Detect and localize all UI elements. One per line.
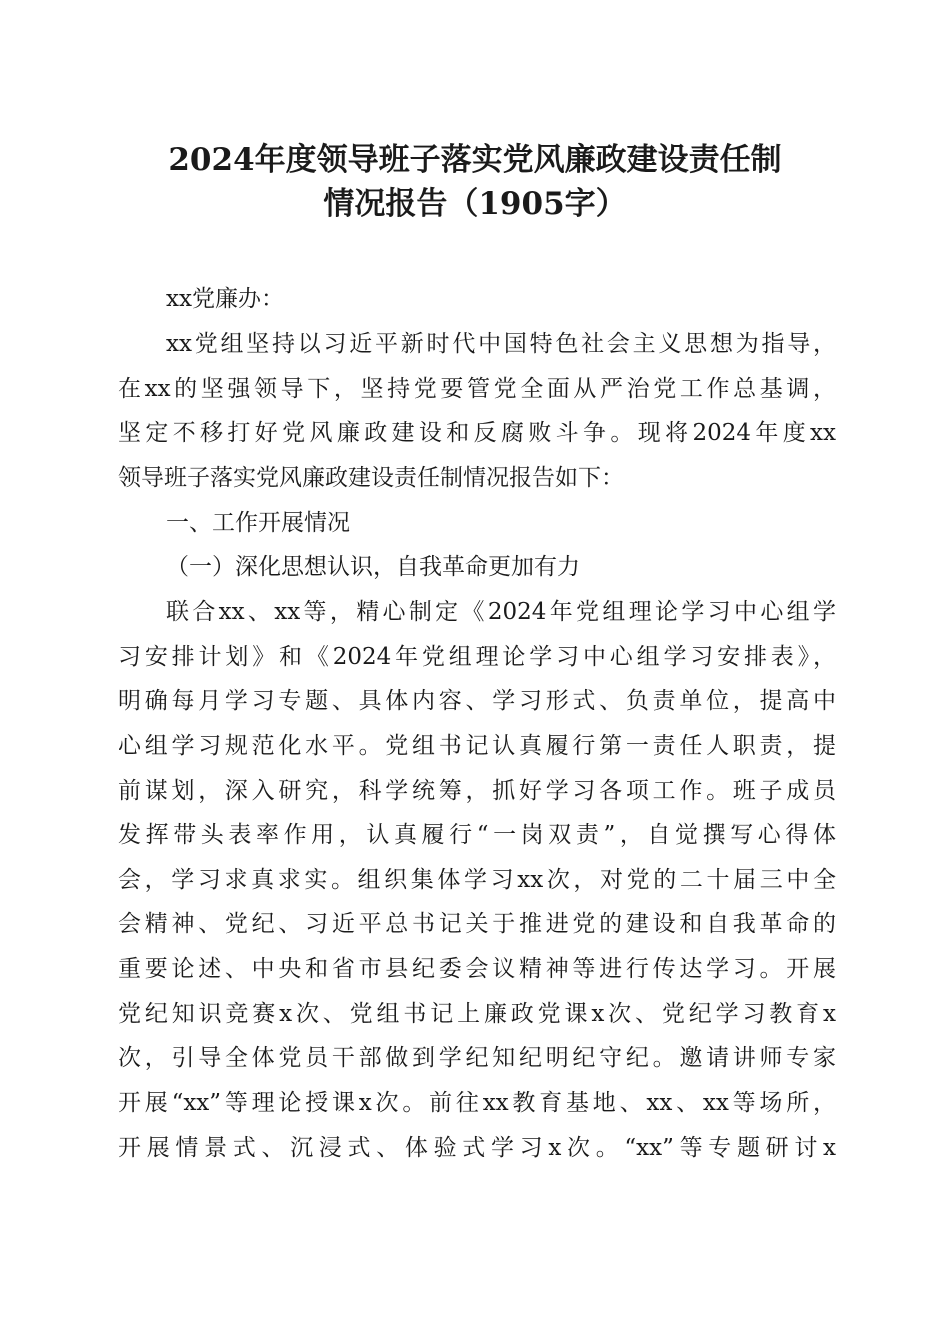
body-line-3: 明确每月学习专题、具体内容、学习形式、负责单位，提高中 bbox=[118, 688, 836, 714]
body-line-5: 前谋划，深入研究，科学统筹，抓好学习各项工作。班子成员 bbox=[118, 778, 836, 804]
body-line-8: 会精神、党纪、习近平总书记关于推进党的建设和自我革命的 bbox=[118, 911, 836, 937]
section-heading-1: 一、工作开展情况 bbox=[166, 510, 350, 536]
body-line-9: 重要论述、中央和省市县纪委会议精神等进行传达学习。开展 bbox=[118, 956, 836, 982]
intro-line-2: 在xx的坚强领导下，坚持党要管党全面从严治党工作总基调， bbox=[118, 376, 836, 402]
body-line-13: 开展情景式、沉浸式、体验式学习x次。“xx”等专题研讨x bbox=[118, 1135, 836, 1161]
body-line-4: 心组学习规范化水平。党组书记认真履行第一责任人职责，提 bbox=[118, 733, 836, 759]
intro-line-3: 坚定不移打好党风廉政建设和反腐败斗争。现将2024年度xx bbox=[118, 420, 836, 446]
intro-line-1: xx党组坚持以习近平新时代中国特色社会主义思想为指导， bbox=[166, 331, 836, 357]
body-line-11: 次，引导全体党员干部做到学纪知纪明纪守纪。邀请讲师专家 bbox=[118, 1045, 836, 1071]
body-line-10: 党纪知识竞赛x次、党组书记上廉政党课x次、党纪学习教育x bbox=[118, 1001, 836, 1027]
body-line-1: 联合xx、xx等，精心制定《2024年党组理论学习中心组学 bbox=[166, 599, 836, 625]
body-line-12: 开展“xx”等理论授课x次。前往xx教育基地、xx、xx等场所， bbox=[118, 1090, 836, 1116]
subsection-heading-1: （一）深化思想认识，自我革命更加有力 bbox=[166, 554, 580, 580]
document-title-line-2: 情况报告（1905字） bbox=[323, 186, 627, 222]
intro-line-4: 领导班子落实党风廉政建设责任制情况报告如下： bbox=[118, 465, 624, 491]
document-title-line-1: 2024年度领导班子落实党风廉政建设责任制 bbox=[168, 142, 782, 178]
body-line-6: 发挥带头表率作用，认真履行“一岗双责”，自觉撰写心得体 bbox=[118, 822, 836, 848]
salutation: xx党廉办： bbox=[166, 286, 284, 312]
body-line-2: 习安排计划》和《2024年党组理论学习中心组学习安排表》， bbox=[118, 644, 836, 670]
body-line-7: 会，学习求真求实。组织集体学习xx次，对党的二十届三中全 bbox=[118, 867, 836, 893]
